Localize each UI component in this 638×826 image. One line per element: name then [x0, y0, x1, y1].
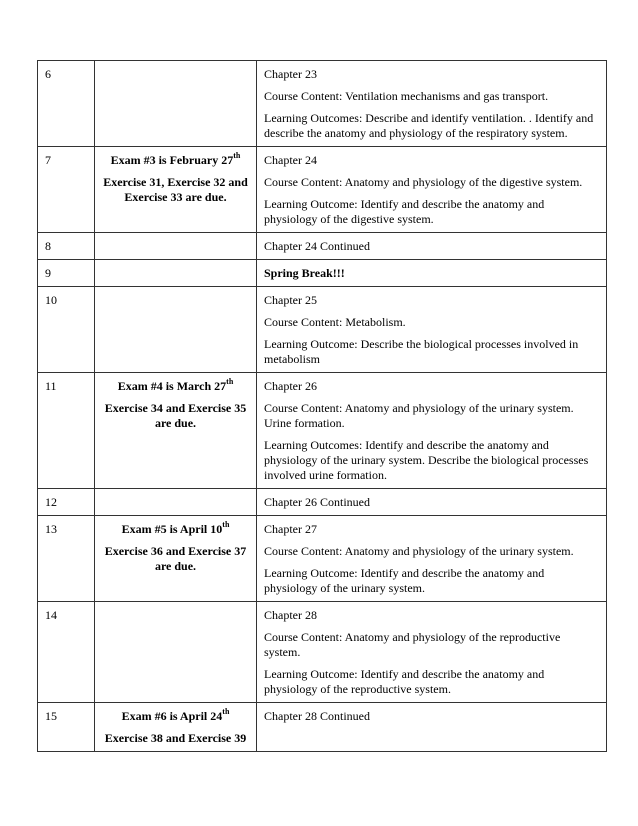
content-paragraph: Learning Outcomes: Identify and describe the anatomy and physiology of the urinary system. Describe the biological processes involved urine formation. — [264, 438, 589, 482]
exercises-due: Exercise 36 and Exercise 37 are due. — [104, 544, 247, 573]
course-content-cell — [257, 61, 607, 147]
table-row — [38, 516, 607, 602]
course-content-cell — [257, 516, 607, 602]
course-content-cell — [257, 373, 607, 489]
course-content-cell — [257, 260, 607, 287]
exam-exercise-cell — [95, 703, 257, 752]
week-number: 12 — [38, 489, 95, 516]
exam-exercise-cell — [95, 373, 257, 489]
table-row — [38, 147, 607, 233]
course-content-cell — [257, 147, 607, 233]
content-paragraph: Learning Outcome: Identify and describe the anatomy and physiology of the digestive system. — [264, 197, 545, 226]
content-paragraph: Learning Outcome: Identify and describe the anatomy and physiology of the reproductive system. — [264, 667, 545, 696]
course-content-cell — [257, 602, 607, 703]
chapter-title: Chapter 26 Continued — [264, 495, 370, 509]
week-number: 15 — [38, 703, 95, 752]
exam-date — [102, 379, 249, 394]
table-row — [38, 373, 607, 489]
week-number: 7 — [38, 147, 95, 233]
ordinal-suffix: th — [226, 377, 234, 386]
table-row — [38, 489, 607, 516]
content-paragraph: Course Content: Anatomy and physiology of the urinary system. Urine formation. — [264, 401, 574, 430]
chapter-title: Spring Break!!! — [264, 266, 345, 280]
chapter-title: Chapter 23 — [264, 67, 317, 81]
content-paragraph: Course Content: Anatomy and physiology of the urinary system. — [264, 544, 574, 558]
content-paragraph: Course Content: Metabolism. — [264, 315, 406, 329]
table-row — [38, 703, 607, 752]
ordinal-suffix: th — [222, 707, 230, 716]
exercises-due: Exercise 34 and Exercise 35 are due. — [104, 401, 247, 430]
course-content-cell — [257, 233, 607, 260]
content-paragraph: Learning Outcome: Describe the biological processes involved in metabolism — [264, 337, 579, 366]
content-paragraph: Course Content: Anatomy and physiology of the digestive system. — [264, 175, 583, 189]
chapter-title: Chapter 28 Continued — [264, 709, 370, 723]
chapter-title: Chapter 24 — [264, 153, 317, 167]
week-number: 13 — [38, 516, 95, 602]
chapter-title: Chapter 26 — [264, 379, 317, 393]
schedule-body — [38, 61, 607, 752]
course-content-cell — [257, 703, 607, 752]
course-content-cell — [257, 489, 607, 516]
exam-date — [102, 709, 249, 724]
chapter-title: Chapter 28 — [264, 608, 317, 622]
exam-exercise-cell — [95, 287, 257, 373]
exam-exercise-cell — [95, 489, 257, 516]
exercises-due: Exercise 38 and Exercise 39 — [104, 731, 247, 745]
week-number: 14 — [38, 602, 95, 703]
course-content-cell — [257, 287, 607, 373]
table-row — [38, 260, 607, 287]
exam-exercise-cell — [95, 516, 257, 602]
table-row — [38, 61, 607, 147]
exam-date — [102, 522, 249, 537]
chapter-title: Chapter 27 — [264, 522, 317, 536]
chapter-title: Chapter 24 Continued — [264, 239, 370, 253]
week-number: 6 — [38, 61, 95, 147]
exam-exercise-cell — [95, 602, 257, 703]
content-paragraph: Course Content: Ventilation mechanisms and gas transport. — [264, 89, 549, 103]
exam-date-text: Exam #4 is March 27 — [117, 379, 227, 393]
exam-date-text: Exam #5 is April 10 — [121, 522, 223, 536]
week-number: 9 — [38, 260, 95, 287]
course-schedule-table — [37, 60, 607, 752]
exercises-due: Exercise 31, Exercise 32 and Exercise 33 are due. — [103, 175, 248, 204]
exam-exercise-cell — [95, 61, 257, 147]
week-number: 8 — [38, 233, 95, 260]
exam-exercise-cell — [95, 147, 257, 233]
week-number: 11 — [38, 373, 95, 489]
table-row — [38, 287, 607, 373]
exam-date — [102, 153, 249, 168]
ordinal-suffix: th — [222, 520, 230, 529]
content-paragraph: Learning Outcomes: Describe and identify ventilation. . Identify and describe the anatomy and physiology of the respiratory system. — [264, 111, 594, 140]
exam-exercise-cell — [95, 260, 257, 287]
table-row — [38, 602, 607, 703]
week-number: 10 — [38, 287, 95, 373]
content-paragraph: Course Content: Anatomy and physiology of the reproductive system. — [264, 630, 561, 659]
chapter-title: Chapter 25 — [264, 293, 317, 307]
content-paragraph: Learning Outcome: Identify and describe the anatomy and physiology of the urinary system. — [264, 566, 545, 595]
exam-date-text: Exam #6 is April 24 — [121, 709, 223, 723]
exam-exercise-cell — [95, 233, 257, 260]
exam-date-text: Exam #3 is February 27 — [110, 153, 234, 167]
table-row — [38, 233, 607, 260]
ordinal-suffix: th — [233, 151, 241, 160]
